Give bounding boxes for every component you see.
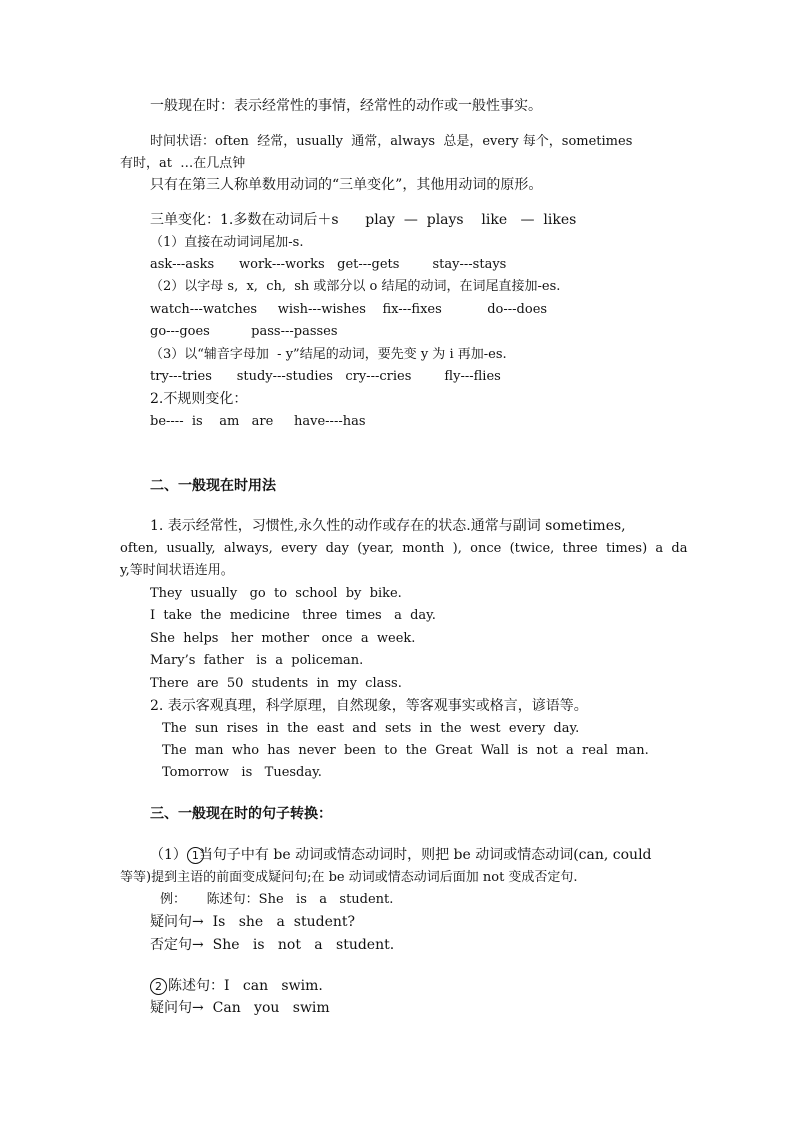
section3-title: 三、一般现在时的句子转换： [150,806,332,822]
rule1-text: （1）直接在动词词尾加-s. [150,235,304,250]
usage1-example: There are 50 students in my class. [150,676,402,691]
circled-number-2-icon: 2 [150,978,167,995]
rule3-examples: try---tries study---studies cry---cries fly---flies [150,369,501,384]
example1-negative: 否定句→ She is not a student. [150,937,395,953]
conversion-rule1-line-1 [150,846,652,864]
usage1-example: They usually go to school by bike. [150,586,402,601]
circled-number-1-icon: 1 [187,847,204,864]
usage2-example: Tomorrow is Tuesday. [162,765,322,780]
section2-title: 二、一般现在时用法 [150,478,276,494]
irregular-examples: be---- is am are have----has [150,414,366,429]
rule1-text: 当句子中有 be 动词或情态动词时，则把 be 动词或情态动词(can, could [198,847,652,863]
rule-number: （1） [150,847,187,863]
usage1-example: Mary’s father is a policeman. [150,653,364,668]
rule2-examples-2: go---goes pass---passes [150,324,338,339]
rule2-text: （2）以字母 s, x, ch, sh 或部分以 o 结尾的动词，在词尾直接加-es. [150,279,561,294]
example1-question: 疑问句→ Is she a student? [150,914,356,930]
usage1-line-3: y,等时间状语连用。 [120,563,234,578]
third-person-rule: 只有在第三人称单数用动词的“三单变化”，其他用动词的原形。 [150,177,543,193]
usage1-example: I take the medicine three times a day. [150,608,436,623]
example2-question: 疑问句→ Can you swim [150,1000,330,1016]
example2-statement-line [150,977,323,995]
tense-definition: 一般现在时：表示经常性的事情，经常性的动作或一般性事实。 [150,98,542,114]
example1-statement: 例： 陈述句：She is a student. [160,892,394,907]
usage1-line-2: often, usually, always, every day (year, month ), once (twice, three times) a da [120,541,688,556]
usage2-text: 2. 表示客观真理，科学原理，自然现象，等客观事实或格言，谚语等。 [150,698,588,714]
usage1-example: She helps her mother once a week. [150,631,416,646]
usage2-example: The man who has never been to the Great Wall is not a real man. [162,743,649,758]
usage2-example: The sun rises in the east and sets in the west every day. [162,721,580,736]
time-adverbials-line-1: 时间状语：often 经常，usually 通常，always 总是，every 每个，sometimes [150,134,633,149]
rule2-examples-1: watch---watches wish---wishes fix---fixes do---does [150,302,548,317]
irregular-title: 2.不规则变化： [150,391,248,407]
time-adverbials-line-2: 有时，at …在几点钟 [120,156,246,171]
conversion-rule1-line-2: 等等)提到主语的前面变成疑问句;在 be 动词或情态动词后面加 not 变成否定句. [120,870,578,885]
rule1-examples: ask---asks work---works get---gets stay---stays [150,257,507,272]
example2-statement: 陈述句：I can swim. [168,978,323,994]
usage1-line-1: 1. 表示经常性，习惯性,永久性的动作或存在的状态.通常与副词 sometimes, [150,518,626,534]
third-person-heading: 三单变化：1.多数在动词后＋s play — plays like — likes [150,212,577,228]
rule3-text: （3）以“辅音字母加 - y”结尾的动词，要先变 y 为 i 再加-es. [150,347,507,362]
